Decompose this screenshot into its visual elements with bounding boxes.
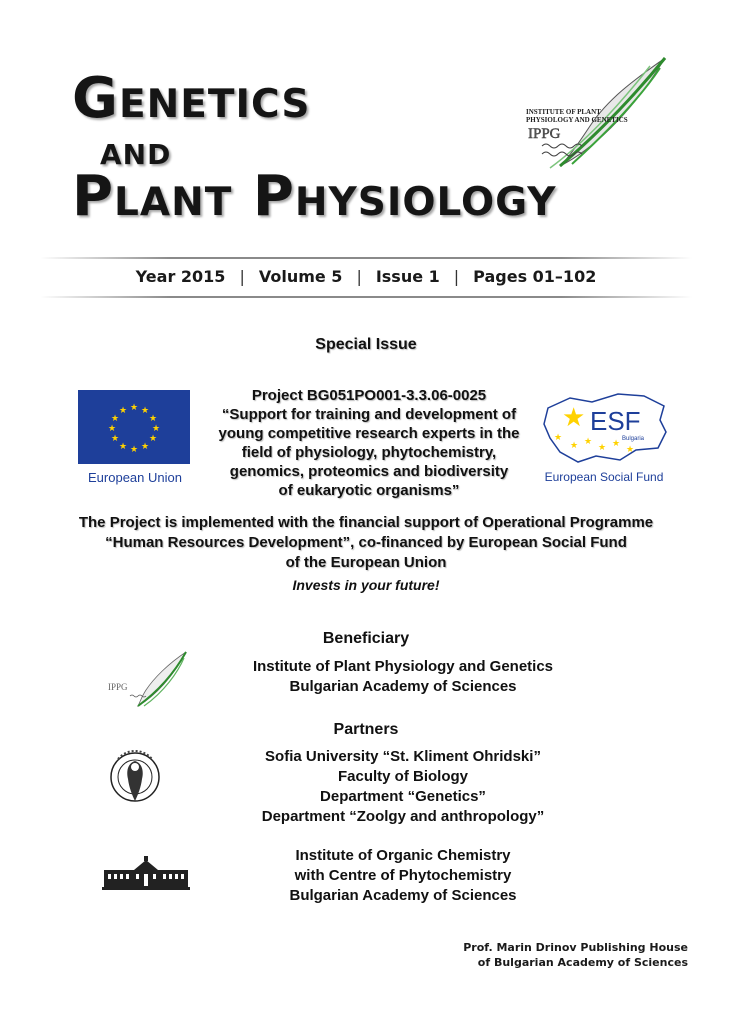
implementation-line: “Human Resources Development”, co-financed by European Social Fund bbox=[105, 534, 627, 551]
project-title-line: of eukaryotic organisms” bbox=[278, 482, 460, 499]
svg-text:★: ★ bbox=[584, 437, 593, 447]
special-issue-heading: Special Issue bbox=[315, 336, 417, 353]
partner-organic-chemistry-institute bbox=[190, 846, 616, 906]
journal-title-line-3 bbox=[72, 164, 557, 229]
university-seal-icon bbox=[108, 747, 162, 813]
project-title-line: young competitive research experts in the bbox=[218, 425, 520, 442]
esf-country: Bulgaria bbox=[622, 436, 645, 442]
publisher-line: of Bulgarian Academy of Sciences bbox=[477, 956, 688, 969]
issue-info-bar bbox=[40, 267, 692, 286]
project-code: Project BG051PO001-3.3.06-0025 bbox=[251, 387, 487, 404]
esf-logo bbox=[540, 386, 668, 466]
beneficiary-line: Bulgarian Academy of Sciences bbox=[289, 678, 517, 695]
journal-title-line-1 bbox=[72, 66, 310, 131]
project-title-line: field of physiology, phytochemistry, bbox=[241, 444, 497, 461]
issue-volume: Volume 5 bbox=[258, 267, 343, 286]
issue-pages: Pages 01–102 bbox=[473, 267, 597, 286]
svg-text:★: ★ bbox=[118, 406, 128, 416]
institute-building-icon bbox=[102, 856, 190, 890]
title-word-and: and bbox=[100, 128, 172, 174]
svg-text:★: ★ bbox=[562, 403, 586, 433]
divider-top bbox=[40, 257, 692, 259]
svg-text:★: ★ bbox=[118, 442, 128, 452]
partner-line: Bulgarian Academy of Sciences bbox=[289, 887, 517, 904]
publisher bbox=[463, 940, 688, 970]
svg-text:★: ★ bbox=[107, 424, 117, 434]
svg-text:IPPG: IPPG bbox=[108, 682, 128, 692]
partner-line: Department “Zoolgy and anthropology” bbox=[261, 808, 545, 825]
title-word-plant-physiology: Plant Physiology bbox=[72, 164, 557, 229]
svg-text:★: ★ bbox=[110, 434, 120, 444]
svg-text:★: ★ bbox=[598, 443, 607, 453]
project-description bbox=[196, 386, 542, 500]
svg-text:★: ★ bbox=[612, 439, 621, 449]
svg-text:PHYSIOLOGY AND GENETICS: PHYSIOLOGY AND GENETICS bbox=[526, 116, 628, 124]
separator: | bbox=[356, 267, 362, 286]
beneficiary-heading: Beneficiary bbox=[322, 630, 410, 647]
implementation-statement bbox=[0, 513, 732, 573]
svg-text:★: ★ bbox=[554, 433, 563, 443]
partners-heading: Partners bbox=[333, 721, 399, 738]
beneficiary-name bbox=[190, 657, 616, 697]
separator: | bbox=[239, 267, 245, 286]
esf-text: ESF bbox=[590, 406, 641, 436]
ippg-small-logo bbox=[108, 650, 188, 708]
svg-text:★: ★ bbox=[626, 445, 635, 455]
partner-line: Department “Genetics” bbox=[320, 788, 486, 805]
svg-text:IPPG: IPPG bbox=[528, 126, 561, 142]
project-title-line: genomics, proteomics and biodiversity bbox=[229, 463, 509, 480]
svg-text:★: ★ bbox=[129, 403, 139, 413]
svg-text:★: ★ bbox=[148, 434, 158, 444]
separator: | bbox=[453, 267, 460, 286]
svg-text:★: ★ bbox=[140, 406, 150, 416]
partner-line: Sofia University “St. Kliment Ohridski” bbox=[265, 748, 541, 765]
issue-year: Year 2015 bbox=[135, 267, 226, 286]
svg-text:★: ★ bbox=[129, 445, 139, 455]
partner-sofia-university bbox=[190, 747, 616, 827]
esf-label: European Social Fund bbox=[544, 470, 664, 484]
svg-text:★: ★ bbox=[151, 424, 161, 434]
beneficiary-line: Institute of Plant Physiology and Genetics bbox=[252, 658, 554, 675]
svg-text:★: ★ bbox=[148, 414, 158, 424]
partner-line: Faculty of Biology bbox=[337, 768, 468, 785]
issue-number: Issue 1 bbox=[375, 267, 440, 286]
partner-line: with Centre of Phytochemistry bbox=[294, 867, 512, 884]
implementation-line: The Project is implemented with the financial support of Operational Programme bbox=[78, 514, 654, 531]
svg-text:★: ★ bbox=[140, 442, 150, 452]
title-word-genetics: Genetics bbox=[72, 66, 311, 131]
eu-label: European Union bbox=[88, 470, 182, 485]
ippg-logo bbox=[520, 56, 670, 170]
divider-bottom bbox=[40, 296, 692, 298]
eu-flag-icon bbox=[78, 390, 190, 464]
implementation-line: of the European Union bbox=[285, 554, 447, 571]
svg-text:★: ★ bbox=[110, 414, 120, 424]
motto: Invests in your future! bbox=[292, 577, 440, 593]
project-title-line: “Support for training and development of bbox=[221, 406, 517, 423]
publisher-line: Prof. Marin Drinov Publishing House bbox=[463, 941, 688, 954]
partner-line: Institute of Organic Chemistry bbox=[295, 847, 511, 864]
svg-text:★: ★ bbox=[570, 441, 579, 451]
svg-text:INSTITUTE OF PLANT: INSTITUTE OF PLANT bbox=[526, 108, 601, 116]
